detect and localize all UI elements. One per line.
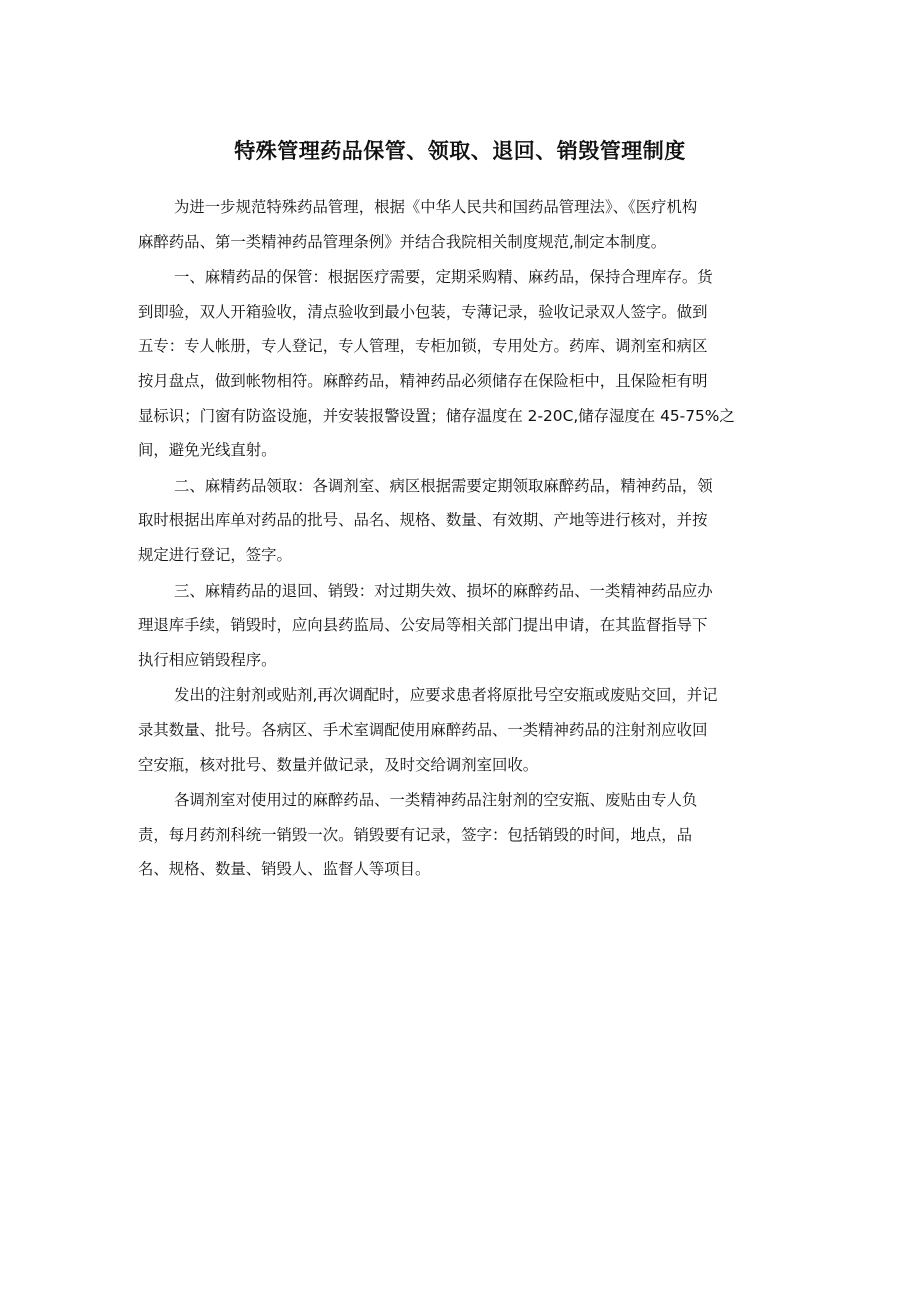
paragraph-line: 各调剂室对使用过的麻醉药品、一类精神药品注射剂的空安瓶、废贴由专人负 [174, 791, 698, 810]
document-title: 特殊管理药品保管、领取、退回、销毁管理制度 [234, 139, 686, 163]
paragraph-line: 间，避免光线直射。 [138, 441, 277, 460]
paragraph-line: 规定进行登记，签字。 [138, 545, 292, 564]
paragraph-return-destroy [138, 574, 786, 678]
paragraph-storage [138, 260, 786, 468]
document-body [138, 190, 786, 888]
paragraph-line: 空安瓶，核对批号、数量并做记录，及时交给调剂室回收。 [138, 755, 539, 774]
paragraph-line: 二、麻精药品领取：各调剂室、病区根据需要定期领取麻醉药品，精神药品，领 [174, 476, 713, 495]
paragraph-line: 五专：专人帐册，专人登记，专人管理，专柜加锁，专用处方。药库、调剂室和病区 [138, 337, 708, 356]
paragraph-line: 名、规格、数量、销毁人、监督人等项目。 [138, 860, 431, 879]
paragraph-line: 责，每月药剂科统一销毁一次。销毁要有记录，签字：包括销毁的时间，地点，品 [138, 825, 693, 844]
paragraph-dispensing [138, 678, 786, 782]
paragraph-line: 三、麻精药品的退回、销毁：对过期失效、损坏的麻醉药品、一类精神药品应办 [174, 581, 713, 600]
paragraph-ampoule-disposal [138, 783, 786, 887]
paragraph-line: 发出的注射剂或贴剂,再次调配时，应要求患者将原批号空安瓶或废贴交回，并记 [174, 686, 718, 705]
paragraph-line: 执行相应销毁程序。 [138, 650, 277, 669]
paragraph-line: 一、麻精药品的保管：根据医疗需要，定期采购精、麻药品，保持合理库存。货 [174, 268, 713, 287]
paragraph-line: 到即验，双人开箱验收，清点验收到最小包装，专薄记录，验收记录双人签字。做到 [138, 302, 708, 321]
paragraph-line: 显标识；门窗有防盗设施，并安装报警设置；储存温度在 2-20C,储存湿度在 45-75%之 [138, 406, 735, 425]
paragraph-line: 按月盘点，做到帐物相符。麻醉药品，精神药品必须储存在保险柜中，且保险柜有明 [138, 371, 708, 390]
paragraph-intro [138, 190, 786, 259]
paragraph-line: 录其数量、批号。各病区、手术室调配使用麻醉药品、一类精神药品的注射剂应收回 [138, 720, 708, 739]
paragraph-line: 理退库手续，销毁时，应向县药监局、公安局等相关部门提出申请，在其监督指导下 [138, 616, 708, 635]
paragraph-line: 取时根据出库单对药品的批号、品名、规格、数量、有效期、产地等进行核对，并按 [138, 511, 708, 530]
paragraph-line: 为进一步规范特殊药品管理，根据《中华人民共和国药品管理法》、《医疗机构 [174, 198, 698, 216]
paragraph-line: 麻醉药品、第一类精神药品管理条例》并结合我院相关制度规范,制定本制度。 [138, 232, 667, 251]
paragraph-collection [138, 469, 786, 573]
